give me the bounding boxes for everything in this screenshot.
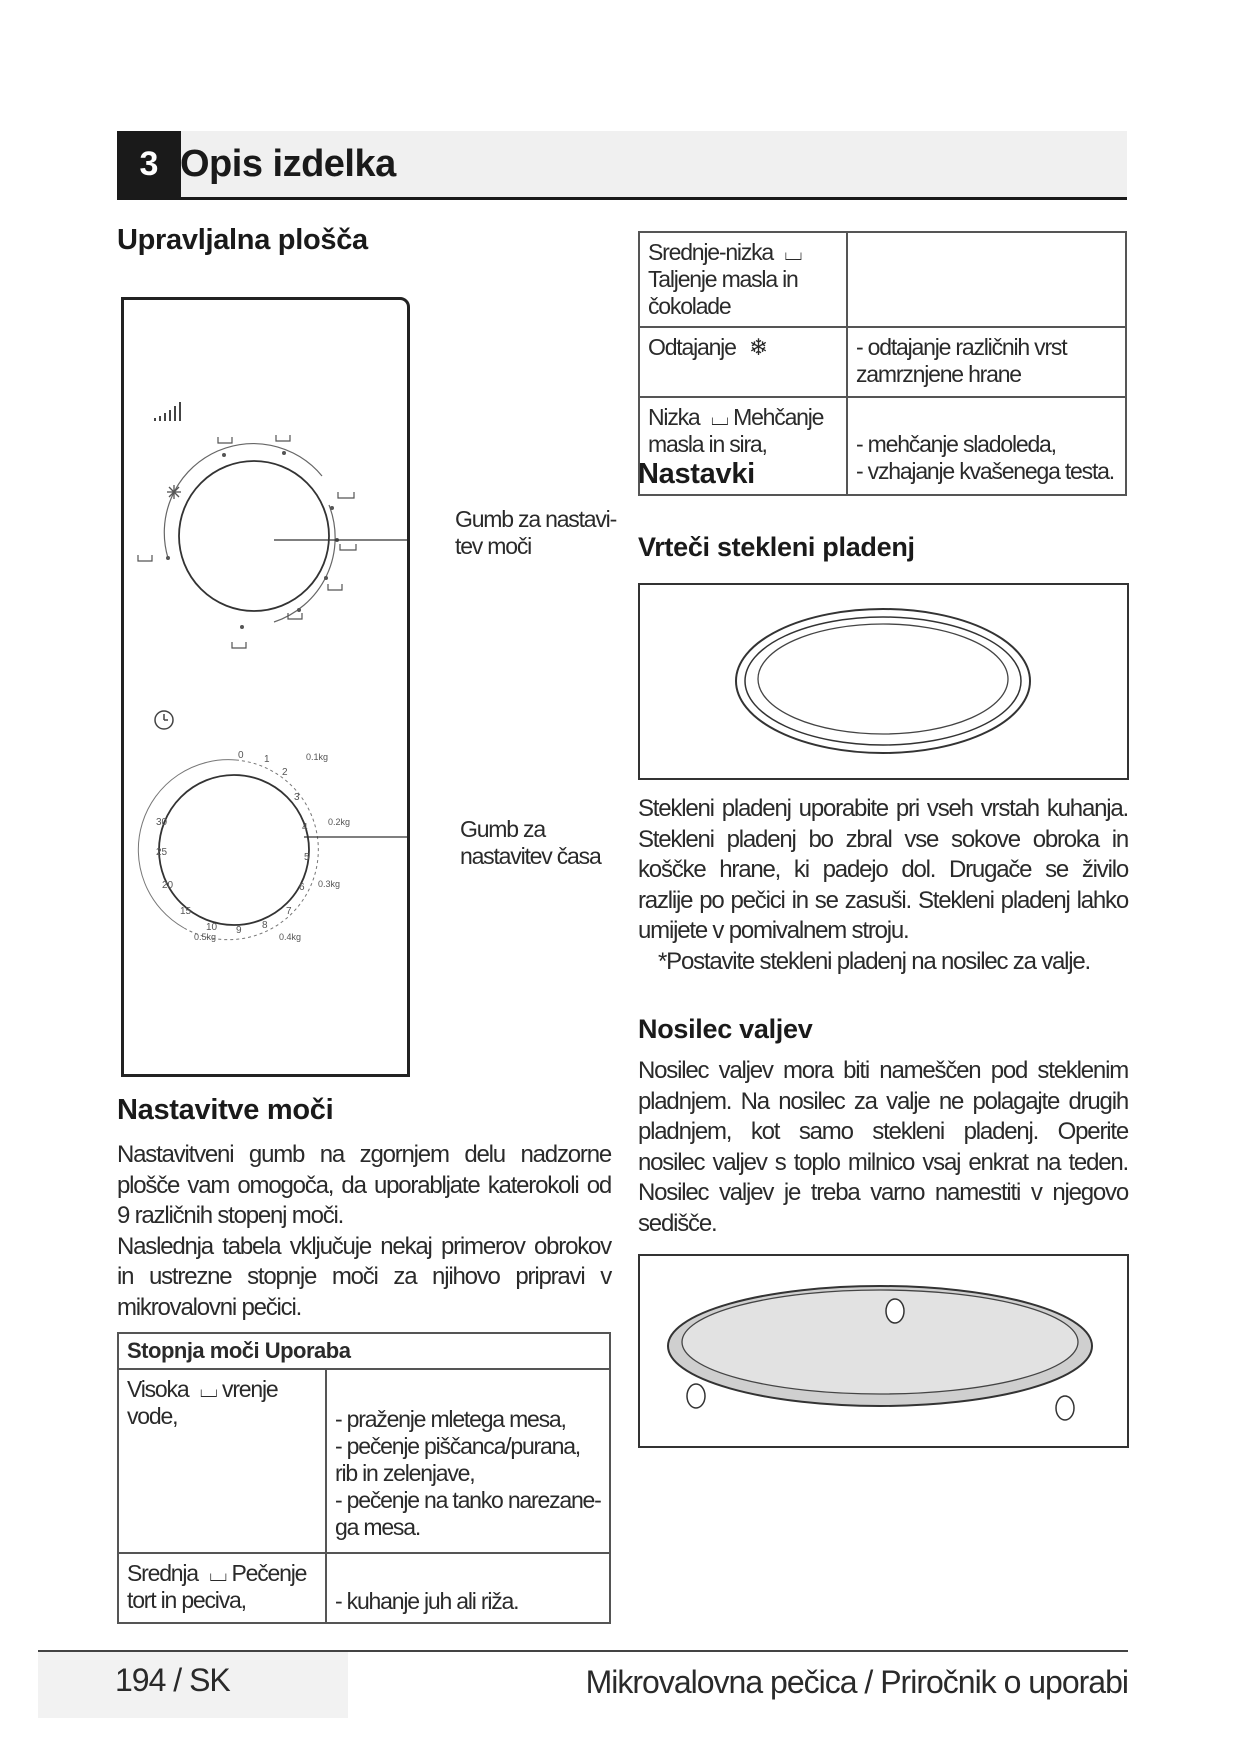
power-level-icon: ⌴ [209,1560,227,1586]
timer-marks [156,750,310,936]
power-knob [179,461,329,611]
usage-text: - praženje mletega mesa, - pečenje piščanca/purana, rib in zelenjave, - pečenje na tanko narezane- ga mesa. [326,1369,610,1553]
table-row [118,1553,610,1623]
accessories-heading: Nastavki [638,458,755,490]
svg-text:10: 10 [206,922,218,933]
level-label: Srednje-nizka [648,239,774,265]
defrost-weights [194,752,350,942]
level-label: Odtajanje [648,334,736,360]
power-settings-text [117,1140,611,1323]
snowflake-icon [167,485,181,499]
power-knob-label: Gumb za nastavi- tev moči [455,506,617,559]
roller-text: Nosilec valjev mora biti nameščen pod steklenim pladnjem. Na nosilec za valje ne polagajte drugih pladnjem, kot samo stekleni pladenj. Operite nosilec valjev s toplo milnico vsaj enkrat na teden. Nosilec valjev je treba varno namestiti v njegovo sedišče. [638,1057,1128,1237]
svg-text:7: 7 [286,906,292,917]
power-settings-heading: Nastavitve moči [117,1094,334,1126]
svg-text:4: 4 [302,822,308,833]
power-level-icon: ⌴ [199,1376,217,1402]
usage-text [847,232,1126,327]
tray-text: Stekleni pladenj uporabite pri vseh vrstah kuhanja. Stekleni pladenj bo zbral vse sokove obroka in koščke hrane, ki padejo dol. Drugače se živilo razlije po pečici in se zasuši. Stekleni pladenj lahko umijete v pomivalnem stroju. [638,795,1128,944]
power-settings-paragraph: Naslednja tabela vključuje nekaj primerov obrokov in ustrezne stopnje moči za njihovo pripravi v mikrovalovni pečici. [117,1232,611,1321]
power-level-icon: ⌴ [710,404,728,430]
roller-support-image [638,1254,1129,1448]
power-table-header: Stopnja moči Uporaba [127,1338,351,1363]
usage-inline: Pečenje tort in peciva, [127,1560,307,1613]
snowflake-icon: ❄ [748,334,767,360]
usage-inline: Taljenje masla in čokolade [648,266,798,319]
section-number: 3 [117,131,181,197]
tray-note: *Postavite stekleni pladenj na nosilec za valje. [658,948,1091,975]
section-title: Opis izdelka [180,143,396,185]
header-rule [117,197,1127,200]
level-label: Visoka [127,1376,189,1402]
level-label: Srednja [127,1560,198,1586]
usage-inline: vrenje vode, [127,1376,278,1429]
footer-rule [38,1650,1128,1652]
svg-text:0: 0 [238,750,244,761]
svg-text:0.1kg: 0.1kg [306,752,329,762]
footer-title: Mikrovalovna pečica / Priročnik o uporabi [585,1664,1128,1700]
table-row [639,232,1126,327]
svg-text:9: 9 [236,925,242,936]
svg-text:15: 15 [180,906,192,917]
usage-text: - mehčanje sladoleda, - vzhajanje kvašenega testa. [847,397,1126,495]
svg-text:1: 1 [264,754,270,765]
svg-text:6: 6 [299,882,305,893]
svg-text:20: 20 [162,880,174,891]
power-table [117,1332,611,1624]
control-panel-heading: Upravljalna plošča [117,224,368,256]
svg-text:0.4kg: 0.4kg [279,932,302,942]
power-level-icon [154,402,181,421]
roller-heading: Nosilec valjev [638,1014,813,1044]
clock-icon [155,711,173,729]
timer-scale-arc [184,760,318,940]
usage-text: - odtajanje različnih vrst zamrznjene hrane [847,327,1126,397]
svg-text:0.2kg: 0.2kg [328,817,351,827]
svg-text:3: 3 [294,792,300,803]
usage-inline: Mehčanje masla in sira, [648,404,824,457]
svg-text:30: 30 [156,817,168,828]
timer-knob-label: Gumb za nastavitev časa [460,816,601,869]
svg-text:0.3kg: 0.3kg [318,879,341,889]
svg-text:25: 25 [156,847,168,858]
level-label: Nizka [648,404,700,430]
usage-text: - kuhanje juh ali riža. [326,1553,610,1623]
page-number: 194 / SK [115,1662,230,1698]
power-level-icon: ⌴ [784,239,802,265]
timer-knob [159,775,309,925]
control-panel-drawing [124,300,407,1074]
svg-text:8: 8 [262,920,268,931]
power-settings-paragraph: Nastavitveni gumb na zgornjem delu nadzorne plošče vam omogoča, da uporabljate katerokoli od 9 različnih stopenj moči. [117,1141,611,1229]
svg-text:0.5kg: 0.5kg [194,932,217,942]
table-row [639,327,1126,397]
tray-heading: Vrteči stekleni pladenj [638,532,915,562]
control-panel-diagram [121,297,410,1077]
power-table-continued [638,231,1127,496]
power-level-icons [138,435,356,648]
svg-text:2: 2 [282,767,288,778]
svg-text:5: 5 [304,852,310,863]
glass-tray-image [638,583,1129,780]
table-row [118,1369,610,1553]
